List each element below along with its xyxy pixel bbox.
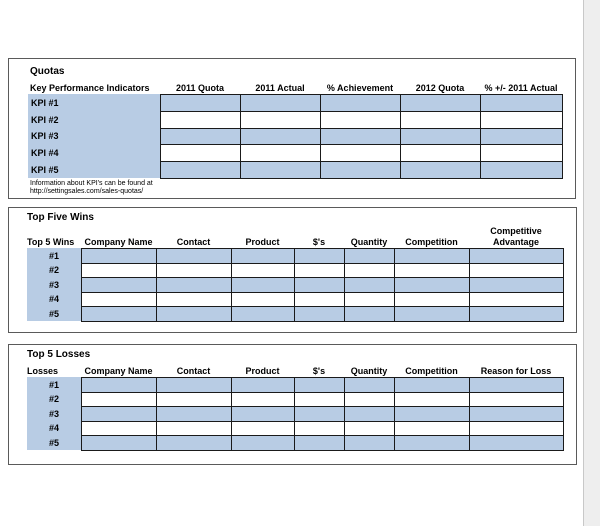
actual-2011-header: 2011 Actual xyxy=(255,83,305,93)
wins-contact-header: Contact xyxy=(176,237,211,247)
loss-cell[interactable] xyxy=(344,392,395,407)
loss-cell[interactable] xyxy=(294,392,345,407)
win-cell[interactable] xyxy=(81,263,157,278)
quota-cell[interactable] xyxy=(480,94,563,112)
losses-dollars-header: $'s xyxy=(312,366,326,376)
loss-row-label: #1 xyxy=(27,377,81,392)
losses-reason-header: Reason for Loss xyxy=(480,366,552,376)
loss-cell[interactable] xyxy=(469,392,564,407)
losses-quantity-header: Quantity xyxy=(350,366,388,376)
loss-cell[interactable] xyxy=(344,406,395,422)
loss-cell[interactable] xyxy=(394,435,470,451)
loss-cell[interactable] xyxy=(81,435,157,451)
win-cell[interactable] xyxy=(469,292,564,307)
quota-cell[interactable] xyxy=(320,111,401,129)
quota-cell[interactable] xyxy=(240,161,321,179)
win-cell[interactable] xyxy=(469,306,564,322)
loss-cell[interactable] xyxy=(294,421,345,436)
quota-cell[interactable] xyxy=(240,144,321,162)
wins-company-header: Company Name xyxy=(84,237,153,247)
quota-cell[interactable] xyxy=(480,128,563,145)
win-cell[interactable] xyxy=(231,248,295,264)
wins-label-header: Top 5 Wins xyxy=(27,237,75,247)
loss-cell[interactable] xyxy=(294,435,345,451)
loss-cell[interactable] xyxy=(394,421,470,436)
achievement-header: % Achievement xyxy=(326,83,394,93)
quota-cell[interactable] xyxy=(400,94,481,112)
loss-cell[interactable] xyxy=(469,421,564,436)
quota-cell[interactable] xyxy=(320,161,401,179)
quota-cell[interactable] xyxy=(400,144,481,162)
quota-cell[interactable] xyxy=(400,128,481,145)
win-cell[interactable] xyxy=(394,263,470,278)
win-cell[interactable] xyxy=(344,292,395,307)
page-edge xyxy=(583,0,584,526)
wins-advantage-header-line1: Competitive xyxy=(490,226,542,236)
quota-cell[interactable] xyxy=(160,144,241,162)
loss-cell[interactable] xyxy=(344,377,395,393)
loss-cell[interactable] xyxy=(81,377,157,393)
quota-cell[interactable] xyxy=(400,161,481,179)
loss-cell[interactable] xyxy=(156,406,232,422)
wins-product-header: Product xyxy=(245,237,280,247)
loss-cell[interactable] xyxy=(231,377,295,393)
loss-cell[interactable] xyxy=(344,435,395,451)
quota-cell[interactable] xyxy=(160,94,241,112)
win-cell[interactable] xyxy=(231,263,295,278)
win-cell[interactable] xyxy=(156,263,232,278)
loss-cell[interactable] xyxy=(156,435,232,451)
loss-cell[interactable] xyxy=(81,421,157,436)
win-row-label: #1 xyxy=(27,248,81,263)
win-cell[interactable] xyxy=(231,306,295,322)
wins-title: Top Five Wins xyxy=(27,212,94,223)
kpi-row-label: KPI #4 xyxy=(28,144,160,161)
loss-row-label: #4 xyxy=(27,421,81,435)
win-cell[interactable] xyxy=(469,248,564,264)
win-cell[interactable] xyxy=(156,248,232,264)
kpi-row-label: KPI #3 xyxy=(28,128,160,144)
quota-cell[interactable] xyxy=(160,111,241,129)
win-cell[interactable] xyxy=(294,263,345,278)
win-cell[interactable] xyxy=(344,263,395,278)
loss-row-label: #3 xyxy=(27,406,81,421)
loss-cell[interactable] xyxy=(231,406,295,422)
win-cell[interactable] xyxy=(81,292,157,307)
quota-cell[interactable] xyxy=(480,111,563,129)
quota-cell[interactable] xyxy=(480,144,563,162)
win-cell[interactable] xyxy=(156,277,232,293)
quota-cell[interactable] xyxy=(240,128,321,145)
losses-competition-header: Competition xyxy=(405,366,458,376)
loss-cell[interactable] xyxy=(231,392,295,407)
win-row-label: #5 xyxy=(27,306,81,321)
kpi-row-label: KPI #1 xyxy=(28,94,160,111)
quota-2011-header: 2011 Quota xyxy=(175,83,225,93)
win-row-label: #3 xyxy=(27,277,81,292)
loss-cell[interactable] xyxy=(394,392,470,407)
losses-title: Top 5 Losses xyxy=(27,349,91,360)
wins-advantage-header-line2: Advantage xyxy=(492,237,539,247)
kpi-note-link[interactable]: http://settingsales.com/sales-quotas/ xyxy=(30,188,144,195)
quota-cell[interactable] xyxy=(160,128,241,145)
win-cell[interactable] xyxy=(394,277,470,293)
win-row-label: #2 xyxy=(27,263,81,277)
win-cell[interactable] xyxy=(231,292,295,307)
losses-label-header: Losses xyxy=(27,366,59,376)
quota-cell[interactable] xyxy=(480,161,563,179)
kpi-header: Key Performance Indicators xyxy=(30,83,150,93)
quota-2012-header: 2012 Quota xyxy=(415,83,465,93)
win-cell[interactable] xyxy=(294,292,345,307)
quotas-title: Quotas xyxy=(30,66,65,77)
win-cell[interactable] xyxy=(469,277,564,293)
win-cell[interactable] xyxy=(81,277,157,293)
win-cell[interactable] xyxy=(81,306,157,322)
plusminus-header: % +/- 2011 Actual xyxy=(484,83,558,93)
quota-cell[interactable] xyxy=(240,94,321,112)
kpi-row-label: KPI #5 xyxy=(28,161,160,178)
loss-cell[interactable] xyxy=(231,435,295,451)
win-cell[interactable] xyxy=(294,248,345,264)
losses-company-header: Company Name xyxy=(84,366,153,376)
loss-cell[interactable] xyxy=(156,392,232,407)
wins-dollars-header: $'s xyxy=(312,237,326,247)
loss-cell[interactable] xyxy=(344,421,395,436)
loss-cell[interactable] xyxy=(156,421,232,436)
loss-cell[interactable] xyxy=(231,421,295,436)
loss-cell[interactable] xyxy=(469,377,564,393)
win-cell[interactable] xyxy=(231,277,295,293)
win-cell[interactable] xyxy=(156,306,232,322)
loss-cell[interactable] xyxy=(81,406,157,422)
quota-cell[interactable] xyxy=(400,111,481,129)
loss-cell[interactable] xyxy=(294,406,345,422)
losses-contact-header: Contact xyxy=(176,366,211,376)
win-cell[interactable] xyxy=(344,306,395,322)
loss-cell[interactable] xyxy=(469,435,564,451)
win-cell[interactable] xyxy=(394,292,470,307)
loss-cell[interactable] xyxy=(294,377,345,393)
loss-cell[interactable] xyxy=(394,377,470,393)
win-cell[interactable] xyxy=(81,248,157,264)
loss-row-label: #2 xyxy=(27,392,81,406)
win-cell[interactable] xyxy=(294,306,345,322)
loss-cell[interactable] xyxy=(81,392,157,407)
quota-cell[interactable] xyxy=(160,161,241,179)
quota-cell[interactable] xyxy=(320,94,401,112)
loss-row-label: #5 xyxy=(27,435,81,450)
win-cell[interactable] xyxy=(156,292,232,307)
quota-cell[interactable] xyxy=(320,128,401,145)
win-cell[interactable] xyxy=(394,248,470,264)
win-cell[interactable] xyxy=(469,263,564,278)
quota-cell[interactable] xyxy=(240,111,321,129)
win-cell[interactable] xyxy=(344,277,395,293)
loss-cell[interactable] xyxy=(156,377,232,393)
quota-cell[interactable] xyxy=(320,144,401,162)
win-cell[interactable] xyxy=(394,306,470,322)
win-cell[interactable] xyxy=(294,277,345,293)
wins-quantity-header: Quantity xyxy=(350,237,388,247)
win-cell[interactable] xyxy=(344,248,395,264)
kpi-note-line1: Information about KPI's can be found at xyxy=(30,180,153,187)
wins-competition-header: Competition xyxy=(405,237,458,247)
loss-cell[interactable] xyxy=(394,406,470,422)
losses-product-header: Product xyxy=(245,366,280,376)
kpi-row-label: KPI #2 xyxy=(28,111,160,128)
loss-cell[interactable] xyxy=(469,406,564,422)
win-row-label: #4 xyxy=(27,292,81,306)
